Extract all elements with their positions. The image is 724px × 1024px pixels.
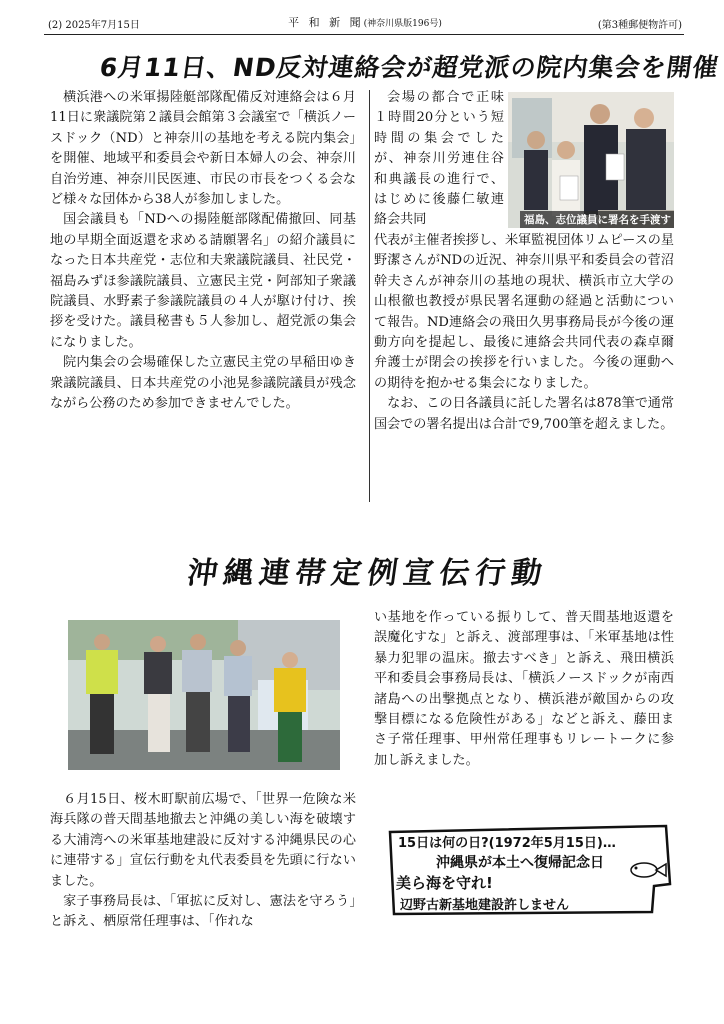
- paragraph: ６月15日、桜木町駅前広場で、「世界一危険な米海兵隊の普天間基地撤去と沖縄の美しい海を破壊する大浦湾への米軍基地建設に反対する沖縄県民の心に連帯する」宣伝行動を丸代表委員を先頭に行ないました。: [50, 792, 356, 889]
- sign-line-2: 沖縄県が本土へ復帰記念日: [436, 855, 604, 871]
- photo-illustration: [68, 620, 340, 770]
- sign-line-1: 15日は何の日?(1972年5月15日)…: [398, 836, 616, 851]
- sign-line-3: 美ら海を守れ!: [396, 874, 493, 892]
- article2-right-column: [374, 608, 674, 771]
- article1-left-column: [50, 88, 356, 415]
- article1-headline: 6月11日、ND反対連絡会が超党派の院内集会を開催: [97, 53, 721, 82]
- street-campaign-photo: [68, 620, 340, 770]
- article1-right-bottom-text: [374, 231, 674, 435]
- paragraph: 国会議員も「NDへの揚陸艇部隊配備撤回、同基地の早期全面返還を求める請願署名」の紹介議員になった日本共産党・志位和夫衆議院議員、社民党・福島みずほ参議院議員、立憲民主党・阿部知子衆議院議員、水野素子参議院議員の４人が駆け付け、挨拶を受けた。議員秘書も５人参加し、超党派の集会になりました。: [50, 212, 356, 350]
- paragraph: 会場の都合で正味１時間20分という短時間の集会でしたが、神奈川労連住谷和典議長の進行で、はじめに後藤仁敏連絡会共同: [374, 90, 504, 228]
- article1-right-top-text: [374, 88, 504, 231]
- sign-line-4: 辺野古新基地建設許しません: [400, 898, 570, 913]
- photo-illustration: [508, 92, 674, 228]
- edition-label: (神奈川県版196号): [363, 19, 442, 29]
- paragraph: 代表が主催者挨拶し、米軍監視団体リムピースの星野潔さんがNDの近況、神奈川県平和委員会の菅沼幹夫さんが神奈川の基地の現状、横浜市立大学の山根徹也教授が県民署名運動の経過と活動について報告。ND連絡会の飛田久男事務局長が今後の運動方向を提起し、最後に連絡会共同代表の森卓爾弁護士が閉会の挨拶を行いました。今後の運動への期待を抱かせる集会になりました。: [374, 233, 674, 391]
- page-header: [48, 10, 682, 36]
- newspaper-title: [48, 14, 682, 30]
- paragraph: 横浜港への米軍揚陸艇部隊配備反対連絡会は６月11日に衆議院第２議員会館第３会議室で「横浜ノースドック（ND）と神奈川の基地を考える院内集会」を開催、地域平和委員会や新日本婦人の会、神奈川自治労連、神奈川民医連、市民の市長をつくる会など様々な団体から38人が参加しました。: [50, 90, 356, 208]
- issue-date: (2) 2025年7月15日: [48, 20, 140, 31]
- header-rule: [44, 34, 684, 35]
- article2-left-column: [50, 790, 356, 933]
- article2-headline: 沖縄連帯定例宣伝行動: [185, 556, 550, 591]
- paragraph: い基地を作っている振りして、普天間基地返還を誤魔化すな」と訴え、渡部理事は、「米軍基地は性暴力犯罪の温床。撤去すべき」と訴え、飛田横浜平和委員会事務局長は、「横浜ノースドックが南西諸島への出撃拠点となり、横浜港が敵国からの攻撃目標になる危険性がある」などと訴え、藤田まさ子常任理事、甲州常任理事もリレートークに参加し訴えました。: [374, 610, 674, 768]
- paragraph: 家子事務局長は、「軍拡に反対し、憲法を守ろう」と訴え、栖原常任理事は、「作れな: [50, 894, 356, 930]
- signature-handover-photo: [508, 92, 674, 228]
- paragraph: なお、この日各議員に託した署名は878筆で通常国会での署名提出は合計で9,700筆を超えました。: [374, 396, 674, 432]
- column-divider: [369, 90, 370, 502]
- photo-caption: 福島、志位議員に署名を手渡す: [520, 211, 674, 228]
- mail-permit: (第3種郵便物許可): [597, 20, 682, 31]
- paper-name: 平 和 新 聞: [288, 16, 364, 29]
- paragraph: 院内集会の会場確保した立憲民主党の早稲田ゆき衆議院議員、日本共産党の小池晃参議院議員が残念ながら公務のため参加できませんでした。: [50, 355, 356, 412]
- handwritten-sign: [384, 822, 674, 918]
